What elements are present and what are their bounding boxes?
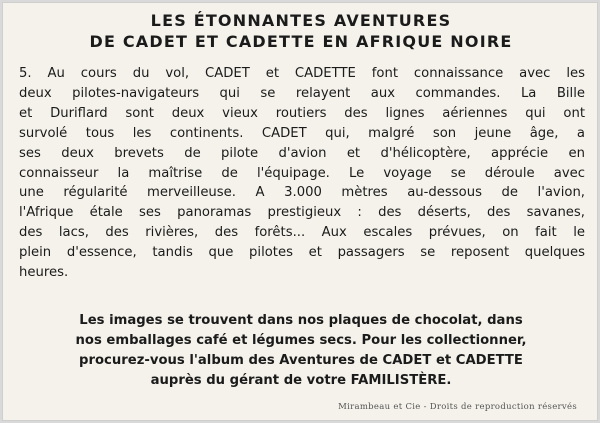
story-paragraph	[19, 64, 585, 283]
story-line: et Duriflard sont deux vieux routiers des lignes aériennes qui ont	[19, 105, 585, 121]
story-line: des lacs, des rivières, des forêts... Aux escales prévues, on fait le	[19, 225, 585, 241]
story-line: une régularité merveilleuse. A 3.000 mètres au-dessous de l'avion,	[19, 185, 585, 201]
story-line: plein d'essence, tandis que pilotes et passagers se reposent quelques	[19, 245, 585, 261]
trading-card-back	[2, 2, 598, 421]
story-line: connaisseur la maîtrise de l'équipage. Le voyage se déroule avec	[19, 165, 585, 181]
promo-line: procurez-vous l'album des Aventures de CADET et CADETTE	[79, 353, 523, 368]
promo-line: nos emballages café et légumes secs. Pour les collectionner,	[75, 333, 527, 348]
card-title-line-2: DE CADET ET CADETTE EN AFRIQUE NOIRE	[89, 32, 513, 51]
copyright-notice: Mirambeau et Cie - Droits de reproduction réservés	[338, 402, 577, 412]
story-line: l'Afrique étale ses panoramas prestigieux : des déserts, des savanes,	[19, 205, 585, 221]
promo-line: auprès du gérant de votre FAMILISTÈRE.	[150, 373, 452, 388]
story-line: 5. Au cours du vol, CADET et CADETTE font connaissance avec les	[19, 66, 585, 81]
promo-paragraph	[3, 311, 599, 391]
story-line: ses deux brevets de pilote d'avion et d'hélicoptère, apprécie en	[19, 145, 585, 161]
card-title-line-1: LES ÉTONNANTES AVENTURES	[150, 11, 452, 30]
story-line: survolé tous les continents. CADET qui, malgré son jeune âge, a	[19, 125, 585, 141]
story-line: deux pilotes-navigateurs qui se relayent aux commandes. La Bille	[19, 85, 585, 101]
promo-line: Les images se trouvent dans nos plaques de chocolat, dans	[79, 313, 523, 328]
story-line: heures.	[19, 265, 69, 281]
